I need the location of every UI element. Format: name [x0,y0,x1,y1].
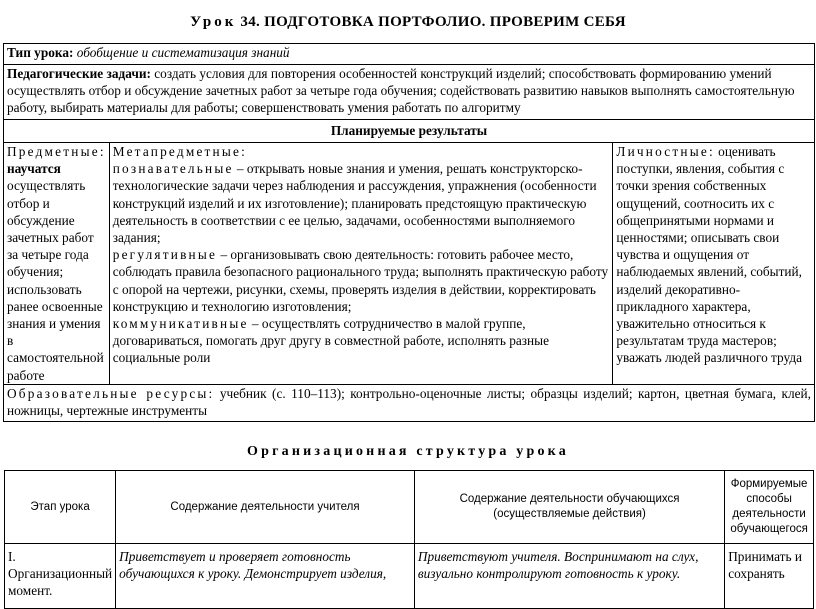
planned-results-heading: Планируемые результаты [4,120,815,143]
column-header-students: Содержание деятельности обучающихся (осуществляемые действия) [414,471,724,544]
cognitive-label: познавательные [112,161,234,177]
subject-results-cell [4,143,110,385]
lesson-type-label: Тип урока: [7,45,74,60]
resources-value: учебник (с. 110–113); контрольно-оценочные листы; образцы изделий; картон, цветная бумага, клей, ножницы, чертежные инструменты [7,385,811,419]
personal-label: Личностные: [616,144,715,159]
lesson-info-table [3,43,815,422]
meta-label: Метапредметные: [112,144,247,159]
column-header-stage: Этап урока [5,471,116,544]
column-header-teacher: Содержание деятельности учителя [116,471,415,544]
lesson-type-value: обобщение и систематизация знаний [76,45,290,60]
column-header-skills: Формируемые способы деятельности обучающегося [725,471,814,544]
skills-cell: Принимать и сохранять [725,544,814,609]
subject-bold: научатся [7,161,61,177]
tasks-row [4,65,815,120]
planned-results-heading-row [4,120,815,143]
meta-results-cell [109,143,613,385]
lesson-type-row [4,44,815,65]
tasks-value: создать условия для повторения особенностей конструкций изделий; способствовать формированию умений осуществлять отбор и обсуждение зачетных работ за четыре года обучения; содействовать развитию навыков выполнять самостоятельную работу, выбирать материалы для работы; совершенствовать умения работать по алгоритму [7,66,795,116]
communicative-text: – осуществлять сотрудничество в малой группе, договариваться, помогать друг другу в совместной работе, исполнять разные социальные роли [112,316,549,366]
resources-label: Образовательные ресурсы: [7,385,215,401]
personal-text: оценивать поступки, явления, события с точки зрения собственных ощущений, соотносить их с общепринятыми нормами и ценностями; описывать свои чувства и ощущения от наблюдаемых явлений, событий, изделий декоративно-прикладного характера, уважительно относиться к результатам труда мастеров; уважать людей различного труда [616,144,802,366]
planned-results-row [4,143,815,385]
lesson-structure-table [4,470,814,609]
structure-heading: Организационная структура урока [247,444,569,459]
stage-cell: I. Организационный момент. [5,544,116,609]
personal-results-cell [613,143,815,385]
table-row [5,544,814,609]
communicative-label: коммуникативные [112,316,249,332]
title-text: 34. ПОДГОТОВКА ПОРТФОЛИО. ПРОВЕРИМ СЕБЯ [240,14,626,30]
title-prefix: Урок [190,14,237,30]
cognitive-text: – открывать новые знания и умения, решать конструкторско-технологические задачи через наблюдения и рассуждения, упражнения (особенности конструкций изделий и их изготовление); планировать предстоящую практическую деятельность в соответствии с ее целью, задачами, особенностями выполняемого задания; [112,161,597,246]
structure-header-row [5,471,814,544]
subject-label: Предметные: [7,144,106,159]
page-title [0,14,816,31]
students-cell: Приветствуют учителя. Воспринимают на слух, визуально контролируют готовность к уроку. [414,544,724,609]
subject-text: осуществлять отбор и обсуждение зачетных работ за четыре года обучения; использовать ранее освоенные знания и умения в самостоятельной работе [7,178,104,383]
resources-row [4,384,815,421]
regulatory-text: – организовывать свою деятельность: готовить рабочее место, соблюдать правила безопасного рационального труда; выполнять практическую работу с опорой на чертежи, рисунки, схемы, проверять изделия в действии, корректировать конструкцию и технологию изготовления; [112,247,609,314]
teacher-cell: Приветствует и проверяет готовность обучающихся к уроку. Демонстрирует изделия, [116,544,415,609]
regulatory-label: регулятивные [112,247,218,263]
tasks-label: Педагогические задачи: [7,66,151,81]
